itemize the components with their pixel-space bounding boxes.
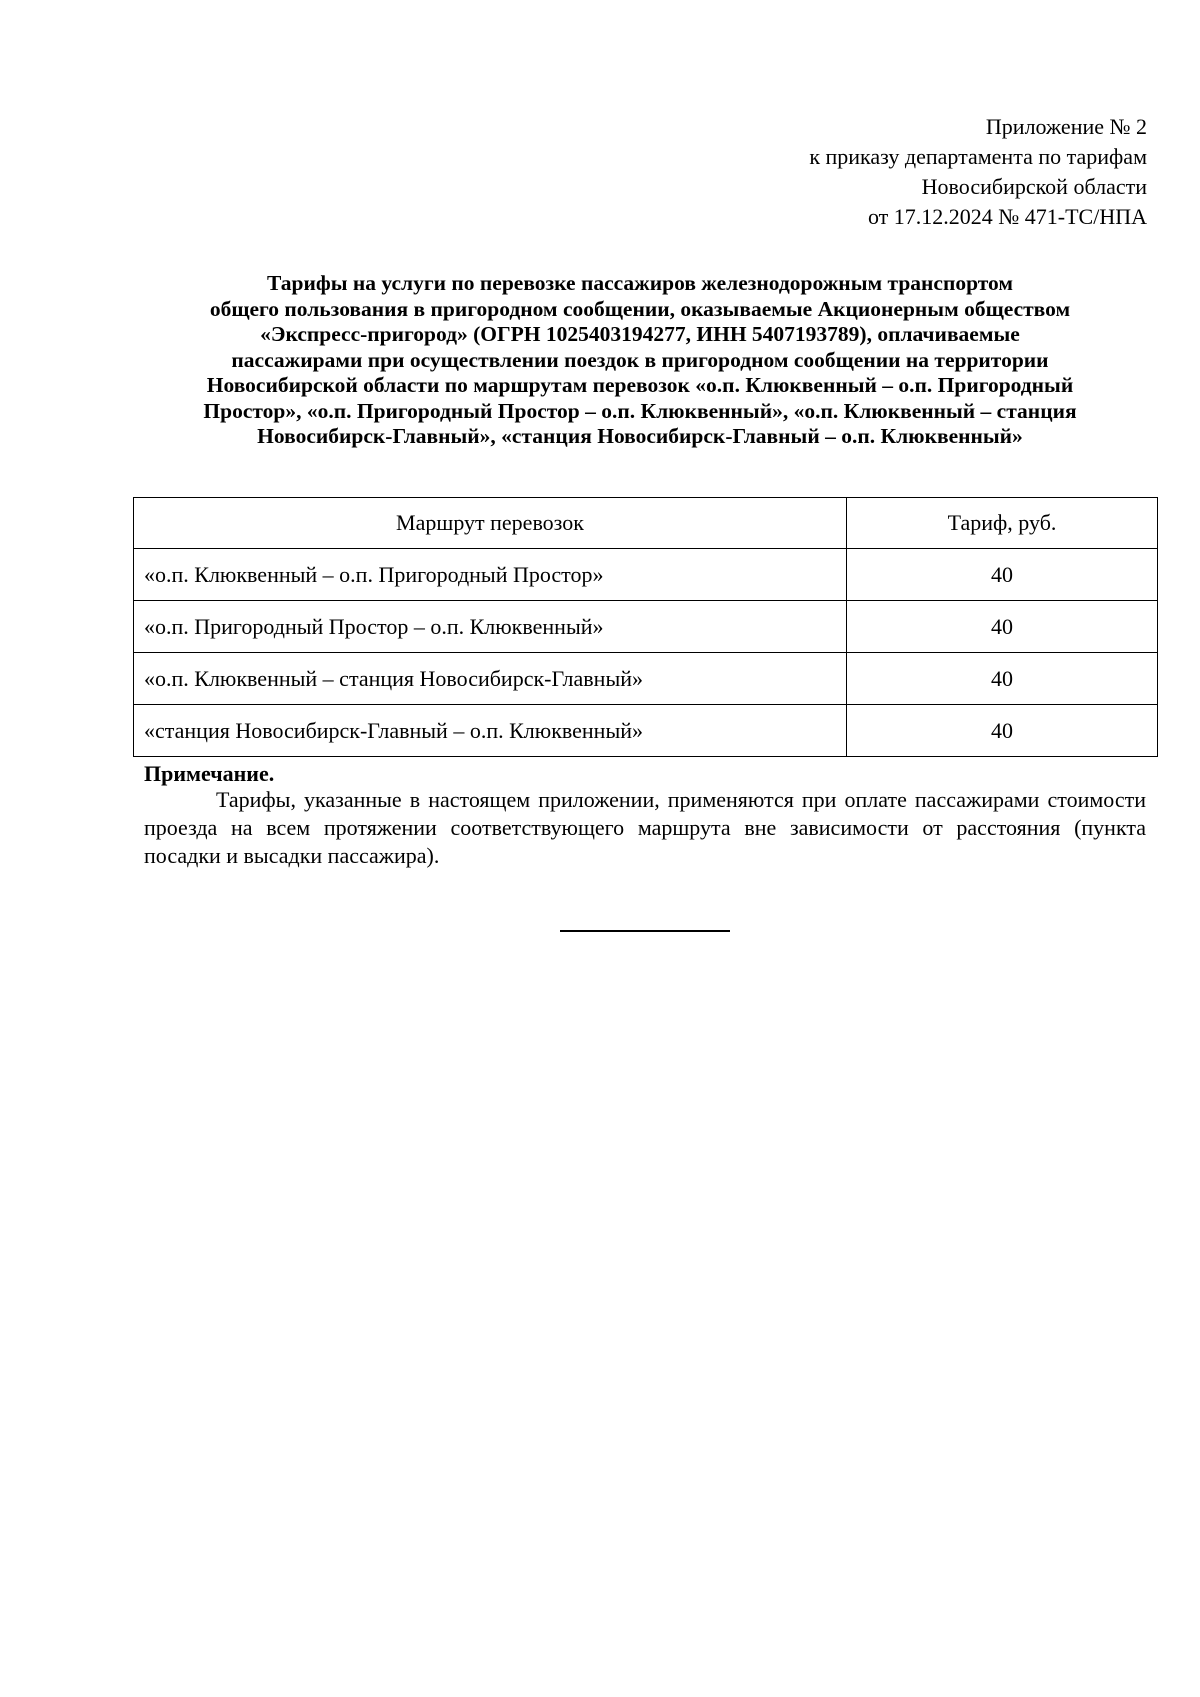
table-header-row xyxy=(134,498,1158,549)
title-line: Тарифы на услуги по перевозке пассажиров железнодорожным транспортом xyxy=(266,271,1014,295)
table-row xyxy=(134,549,1158,601)
tariff-cell: 40 xyxy=(847,653,1158,705)
note-text: Тарифы, указанные в настоящем приложении, применяются при оплате пассажирами стоимости проезда на всем протяжении соответствующего маршрута вне зависимости от расстояния (пункта посадки и высадки пассажира). xyxy=(144,787,1146,868)
route-cell: «о.п. Клюквенный – о.п. Пригородный Простор» xyxy=(134,549,847,601)
title-line: Новосибирск-Главный», «станция Новосибирск-Главный – о.п. Клюквенный» xyxy=(257,424,1023,448)
appendix-order-ref: к приказу департамента по тарифам xyxy=(809,144,1147,169)
appendix-header xyxy=(547,112,1147,232)
table-row xyxy=(134,705,1158,757)
appendix-region: Новосибирской области xyxy=(921,174,1147,199)
appendix-number: Приложение № 2 xyxy=(985,114,1147,139)
column-header-tariff: Тариф, руб. xyxy=(847,498,1158,549)
column-header-route: Маршрут перевозок xyxy=(134,498,847,549)
title-line: «Экспресс-пригород» (ОГРН 1025403194277, ИНН 5407193789), оплачиваемые xyxy=(260,322,1020,346)
table-row xyxy=(134,601,1158,653)
note-title: Примечание. xyxy=(144,761,275,786)
closing-separator-line xyxy=(560,930,730,932)
route-cell: «станция Новосибирск-Главный – о.п. Клюквенный» xyxy=(134,705,847,757)
appendix-date-number: от 17.12.2024 № 471-ТС/НПА xyxy=(867,204,1147,229)
table-row xyxy=(134,653,1158,705)
title-line: пассажирами при осуществлении поездок в пригородном сообщении на территории xyxy=(231,347,1049,372)
title-line: Новосибирской области по маршрутам перевозок «о.п. Клюквенный – о.п. Пригородный xyxy=(206,373,1074,397)
document-title xyxy=(135,271,1145,450)
tariff-cell: 40 xyxy=(847,705,1158,757)
tariff-cell: 40 xyxy=(847,549,1158,601)
route-cell: «о.п. Пригородный Простор – о.п. Клюквенный» xyxy=(134,601,847,653)
route-cell: «о.п. Клюквенный – станция Новосибирск-Главный» xyxy=(134,653,847,705)
tariff-table xyxy=(133,497,1158,757)
title-line: Простор», «о.п. Пригородный Простор – о.п. Клюквенный», «о.п. Клюквенный – станция xyxy=(203,398,1077,423)
tariff-cell: 40 xyxy=(847,601,1158,653)
title-line: общего пользования в пригородном сообщении, оказываемые Акционерным обществом xyxy=(209,296,1071,321)
